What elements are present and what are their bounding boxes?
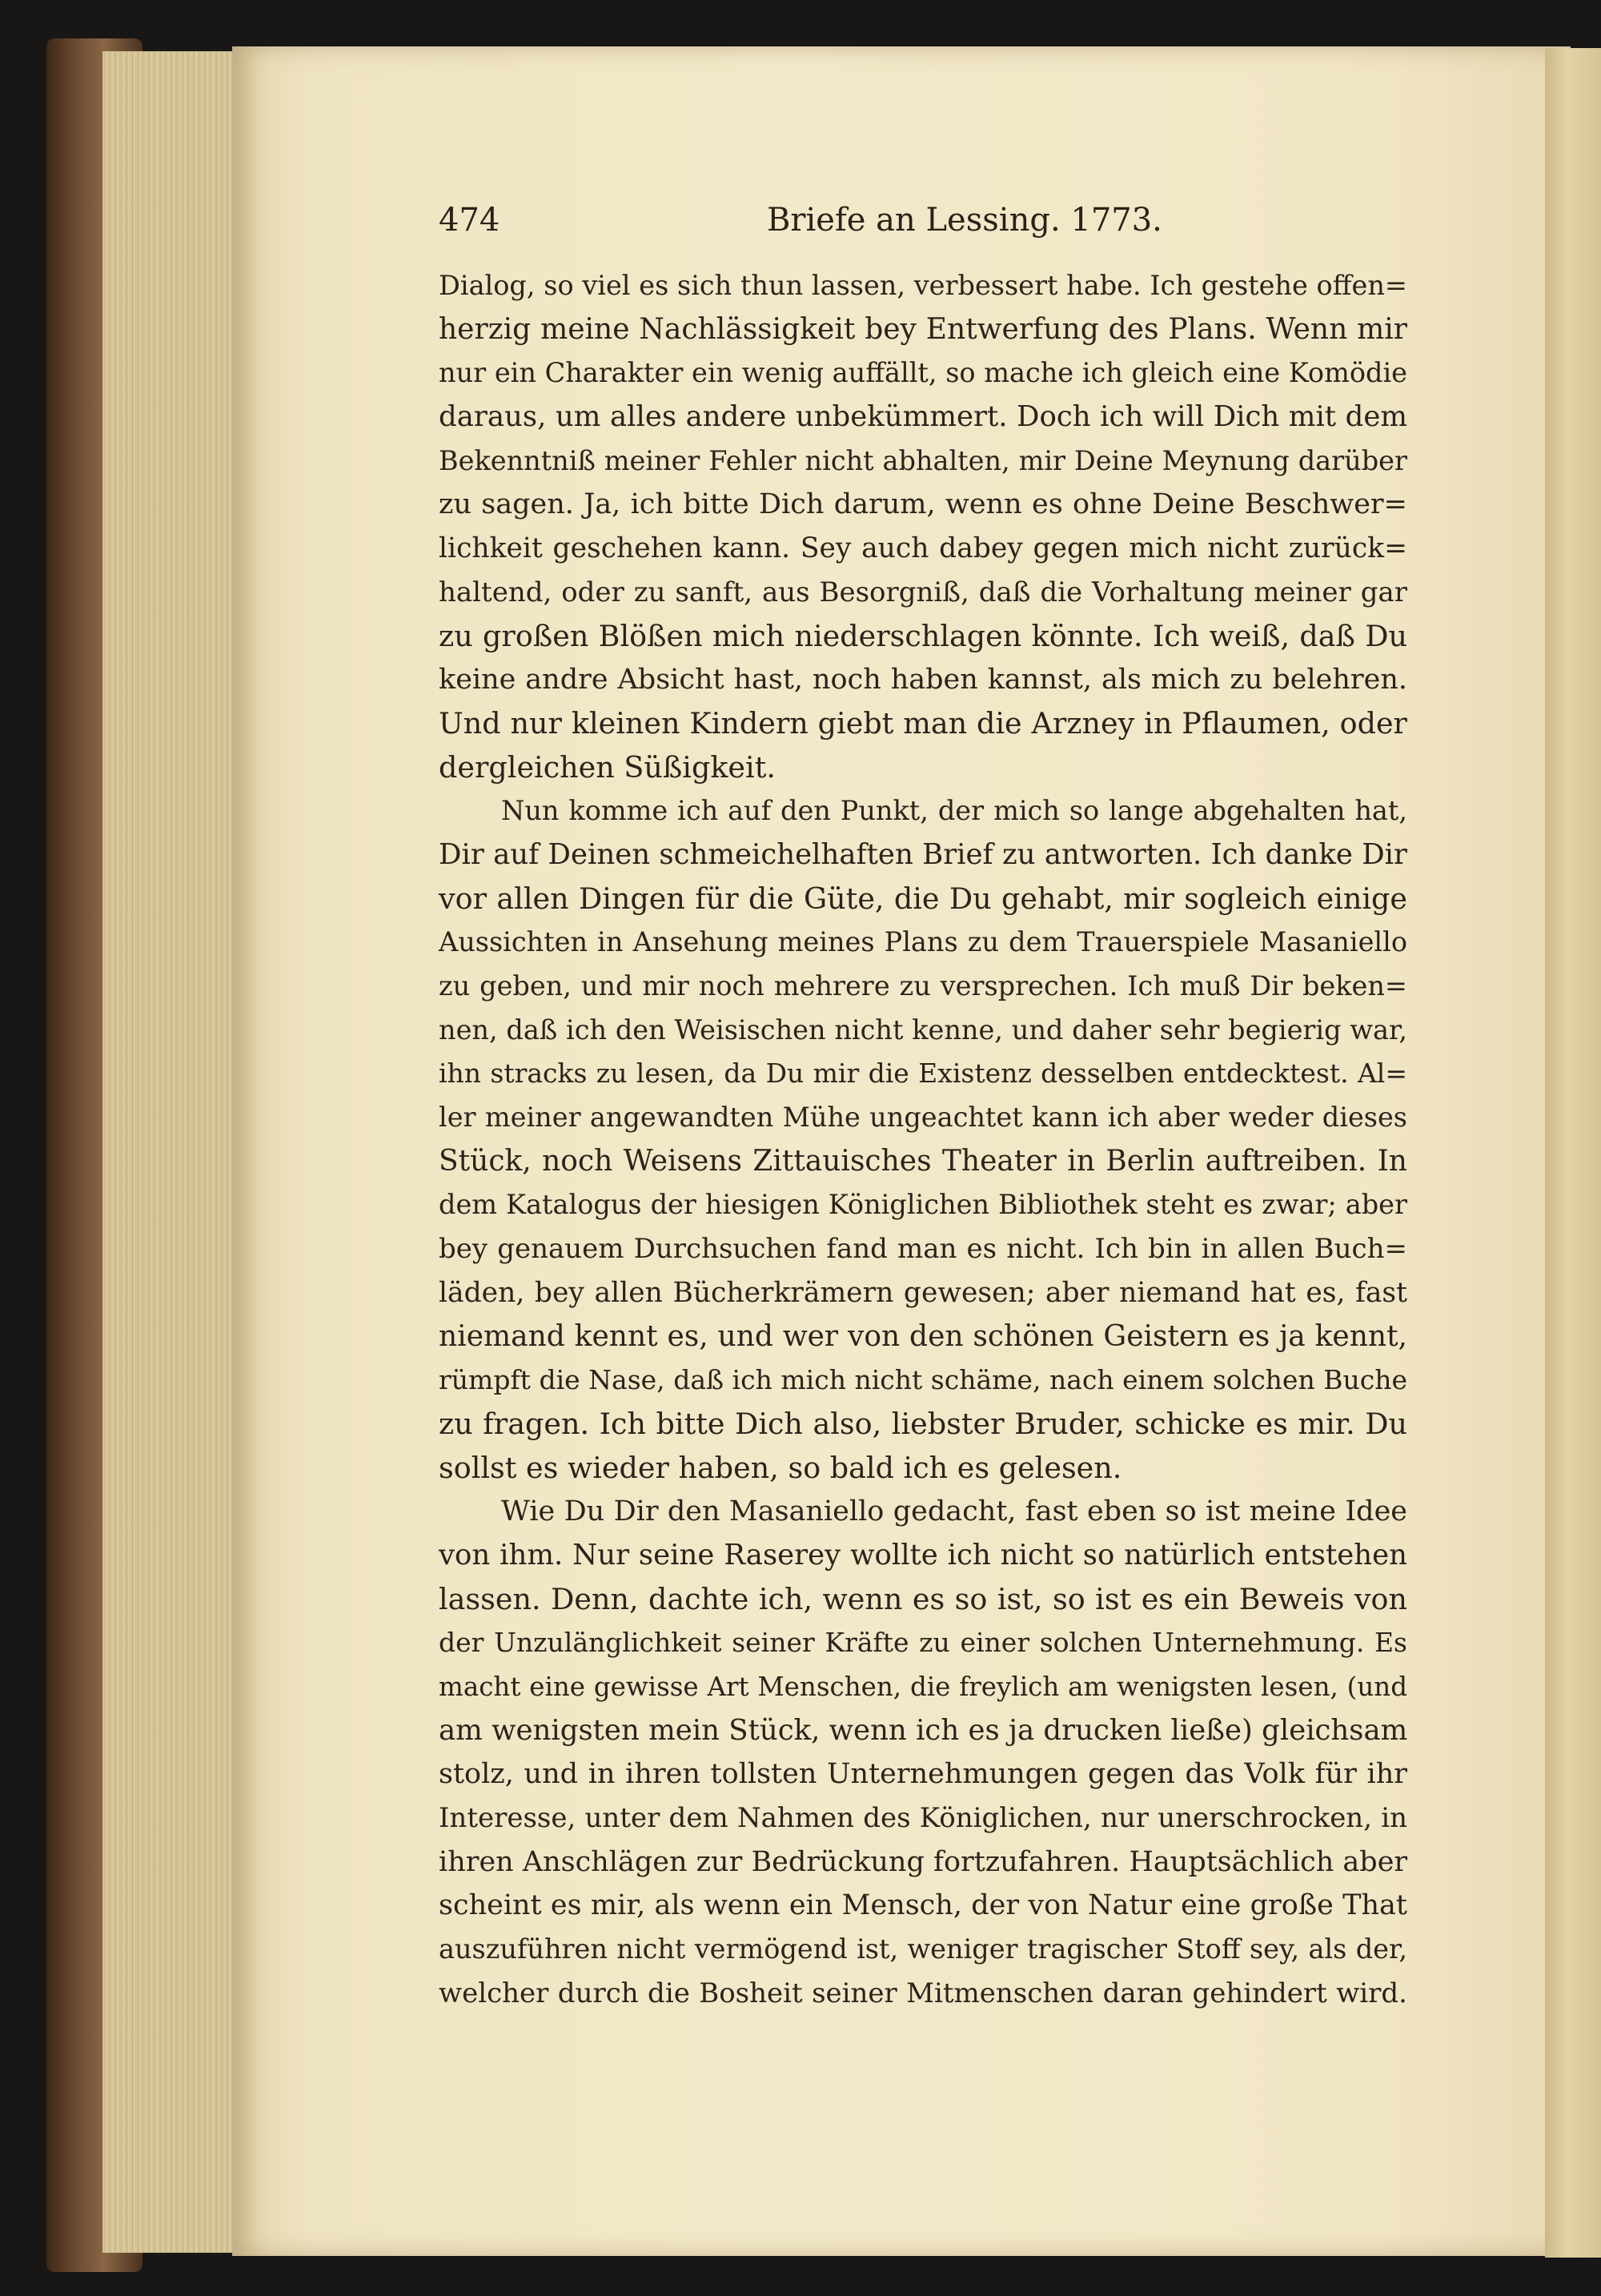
text-line: bey genauem Durchsuchen fand man es nicht. Ich bin in allen Buch= — [439, 1233, 1407, 1266]
text-line: läden, bey allen Bücherkrämern gewesen; aber niemand hat es, fast — [439, 1276, 1407, 1309]
text-line: Bekenntniß meiner Fehler nicht abhalten, mir Deine Meynung darüber — [439, 444, 1407, 476]
text-line: ihren Anschlägen zur Bedrückung fortzufahren. Hauptsächlich aber — [439, 1845, 1408, 1878]
text-line: Interesse, unter dem Nahmen des Königlichen, nur unerschrocken, in — [439, 1802, 1407, 1835]
running-title: Briefe an Lessing. 1773. — [767, 202, 1162, 239]
text-line: Aussichten in Ansehung meines Plans zu dem Trauerspiele Masaniello — [439, 926, 1407, 958]
text-line: ihn stracks zu lesen, da Du mir die Existenz desselben entdecktest. Al= — [439, 1058, 1407, 1090]
text-line: am wenigsten mein Stück, wenn ich es ja drucken ließe) gleichsam — [439, 1713, 1408, 1747]
text-line: zu geben, und mir noch mehrere zu versprechen. Ich muß Dir beken= — [439, 970, 1407, 1001]
text-line: lichkeit geschehen kann. Sey auch dabey gegen mich nicht zurück= — [439, 532, 1407, 565]
text-line: auszuführen nicht vermögend ist, weniger tragischer Stoff sey, als der, — [439, 1933, 1407, 1965]
text-line: vor allen Dingen für die Güte, die Du gehabt, mir sogleich einige — [439, 881, 1407, 916]
text-line: Nun komme ich auf den Punkt, der mich so lange abgehalten hat, — [501, 795, 1407, 827]
text-line: Stück, noch Weisens Zittauisches Theater in Berlin auftreiben. In — [439, 1144, 1407, 1178]
text-line: Und nur kleinen Kindern giebt man die Arzney in Pflaumen, oder — [439, 705, 1407, 741]
body-text — [439, 264, 1407, 2016]
text-line: scheint es mir, als wenn ein Mensch, der von Natur eine große That — [439, 1889, 1407, 1922]
text-line: herzig meine Nachlässigkeit bey Entwerfung des Plans. Wenn mir — [439, 312, 1407, 346]
facing-page-edge — [1545, 48, 1601, 2258]
page-header — [439, 202, 1383, 250]
text-line: macht eine gewisse Art Menschen, die freylich am wenigsten lesen, (und — [439, 1672, 1407, 1702]
text-line: sollst es wieder haben, so bald ich es gelesen. — [439, 1450, 1122, 1485]
text-line: nur ein Charakter ein wenig auffällt, so mache ich gleich eine Komödie — [439, 357, 1407, 389]
text-line: daraus, um alles andere unbekümmert. Doch ich will Dich mit dem — [439, 400, 1407, 434]
text-line: niemand kennt es, und wer von den schönen Geistern es ja kennt, — [439, 1319, 1407, 1353]
text-line: nen, daß ich den Weisischen nicht kenne, und daher sehr begierig war, — [439, 1014, 1407, 1046]
text-line: dem Katalogus der hiesigen Königlichen Bibliothek steht es zwar; aber — [439, 1189, 1407, 1221]
page-number: 474 — [439, 202, 500, 239]
text-line: welcher durch die Bosheit seiner Mitmenschen daran gehindert wird. — [439, 1977, 1407, 2009]
text-line: keine andre Absicht hast, noch haben kannst, als mich zu belehren. — [439, 664, 1407, 696]
text-line: zu sagen. Ja, ich bitte Dich darum, wenn es ohne Deine Beschwer= — [439, 488, 1407, 521]
text-line: dergleichen Süßigkeit. — [439, 749, 776, 785]
text-line: zu großen Blößen mich niederschlagen könnte. Ich weiß, daß Du — [439, 618, 1407, 653]
text-line: der Unzulänglichkeit seiner Kräfte zu einer solchen Unternehmung. Es — [439, 1627, 1407, 1659]
text-line: Dialog, so viel es sich thun lassen, verbessert habe. Ich gestehe offen= — [439, 270, 1407, 301]
text-line: von ihm. Nur seine Raserey wollte ich nicht so natürlich entstehen — [439, 1538, 1407, 1571]
text-line: haltend, oder zu sanft, aus Besorgniß, daß die Vorhaltung meiner gar — [439, 576, 1407, 608]
page-edges — [102, 51, 247, 2253]
text-line: lassen. Denn, dachte ich, wenn es so ist, so ist es ein Beweis von — [439, 1581, 1407, 1616]
text-line: zu fragen. Ich bitte Dich also, liebster Bruder, schicke es mir. Du — [439, 1406, 1407, 1441]
text-line: ler meiner angewandten Mühe ungeachtet kann ich aber weder dieses — [439, 1102, 1407, 1134]
text-line: stolz, und in ihren tollsten Unternehmungen gegen das Volk für ihr — [439, 1758, 1407, 1791]
text-line: rümpft die Nase, daß ich mich nicht schäme, nach einem solchen Buche — [439, 1364, 1407, 1396]
text-line: Wie Du Dir den Masaniello gedacht, fast eben so ist meine Idee — [501, 1495, 1407, 1528]
text-line: Dir auf Deinen schmeichelhaften Brief zu antworten. Ich danke Dir — [439, 837, 1407, 871]
